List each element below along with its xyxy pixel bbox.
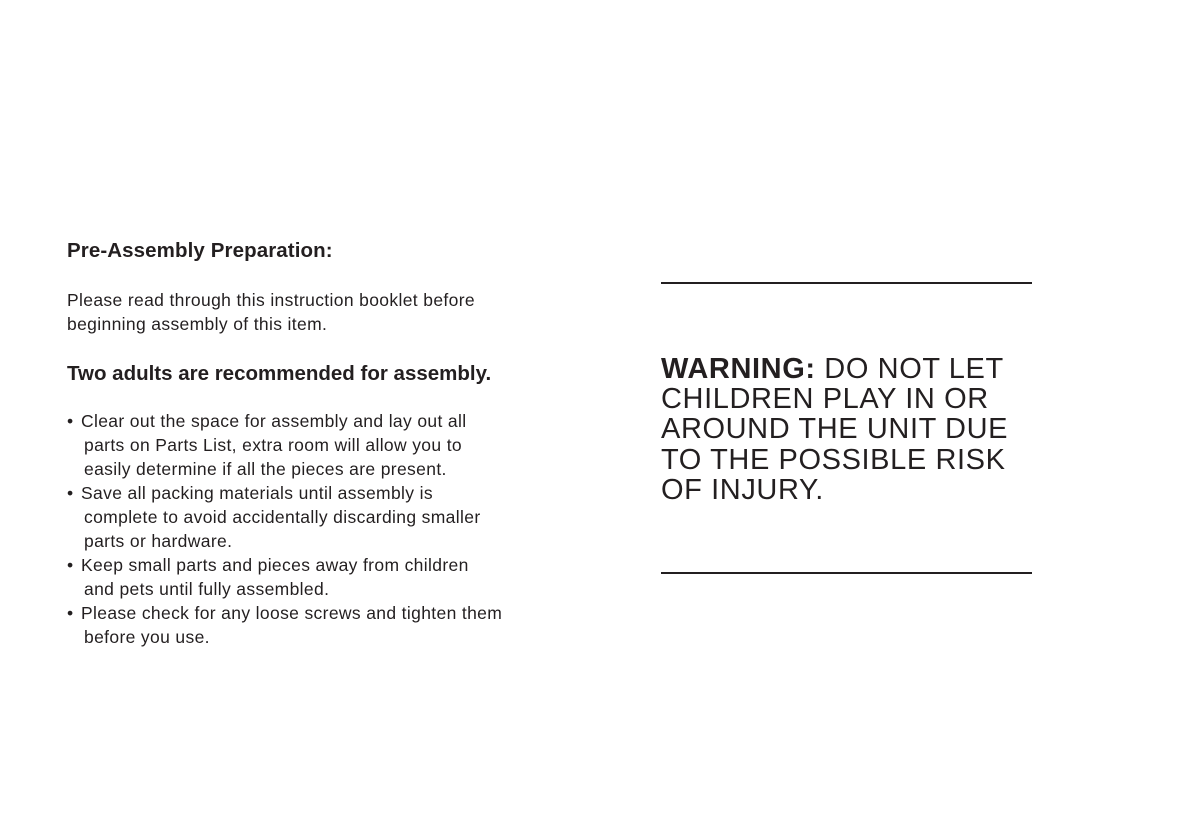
warning-text-line-2: CHILDREN PLAY IN OR — [661, 383, 989, 416]
bullet-icon: • — [67, 411, 74, 431]
warning-text-line-5: OF INJURY. — [661, 473, 824, 506]
list-item-line: Please check for any loose screws and tighten them — [81, 603, 503, 623]
bullet-icon: • — [67, 603, 74, 623]
list-item — [67, 481, 587, 553]
list-item-line: Clear out the space for assembly and lay out all — [81, 411, 467, 431]
list-item-line: complete to avoid accidentally discarding smaller — [84, 507, 481, 527]
section-heading: Pre-Assembly Preparation: — [67, 239, 333, 262]
list-item — [67, 553, 587, 601]
assembly-recommendation: Two adults are recommended for assembly. — [67, 362, 492, 385]
warning-text-line-1: DO NOT LET — [824, 353, 1004, 385]
warning-label: WARNING: — [661, 353, 816, 385]
list-item-line: parts on Parts List, extra room will allow you to — [84, 435, 462, 455]
list-item-line: parts or hardware. — [84, 531, 233, 551]
intro-paragraph — [67, 288, 475, 336]
list-item — [67, 409, 587, 481]
list-item-line: easily determine if all the pieces are present. — [84, 459, 447, 479]
list-item-line: Keep small parts and pieces away from children — [81, 555, 469, 575]
intro-line-1: Please read through this instruction booklet before — [67, 290, 475, 310]
warning-notice — [661, 354, 1041, 505]
warning-text-line-4: TO THE POSSIBLE RISK — [661, 443, 1006, 476]
list-item-line: before you use. — [84, 627, 210, 647]
warning-bottom-divider — [661, 572, 1032, 574]
intro-line-2: beginning assembly of this item. — [67, 314, 328, 334]
bullet-icon: • — [67, 483, 74, 503]
bullet-icon: • — [67, 555, 74, 575]
pre-assembly-section — [67, 236, 587, 647]
preparation-list — [67, 409, 587, 649]
warning-text-line-3: AROUND THE UNIT DUE — [661, 413, 1009, 446]
list-item-line: and pets until fully assembled. — [84, 579, 330, 599]
list-item-line: Save all packing materials until assembly is — [81, 483, 433, 503]
warning-top-divider — [661, 282, 1032, 284]
list-item — [67, 601, 587, 649]
